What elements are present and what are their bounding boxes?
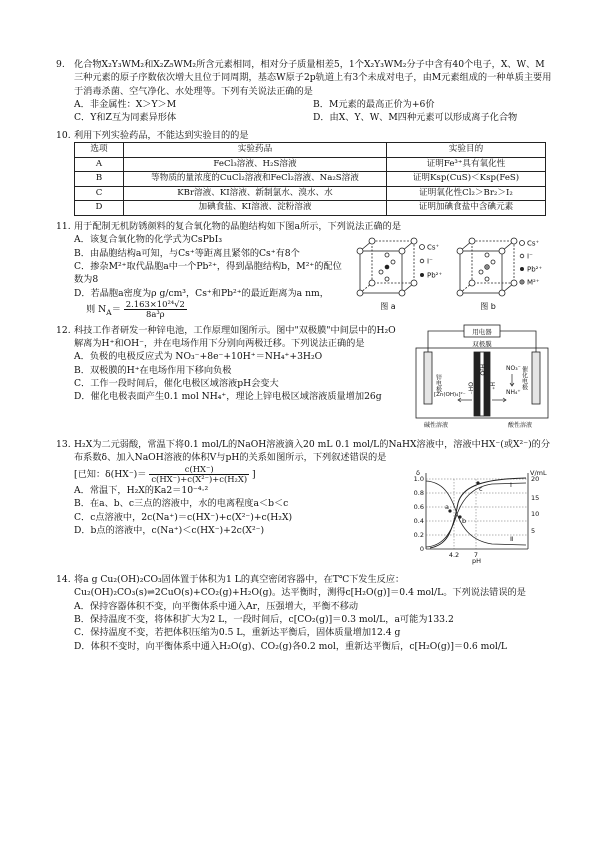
point-a-label: a (445, 502, 449, 511)
nh4-label: NH₄⁺ (506, 388, 521, 396)
legend-a-i: I⁻ (427, 257, 433, 266)
point-c-label: c (479, 484, 483, 493)
question-10 (56, 129, 552, 216)
option-d: D．催化电极表面产生0.1 mol NH₄⁺，理论上锌电极区域溶液质量增加26g (74, 391, 382, 403)
option-a: A．该复合氧化物的化学式为CsPbI₃ (74, 234, 223, 246)
question-stem: H₂X为二元弱酸，常温下将0.1 mol/L的NaOH溶液滴入20 mL 0.1 mol/L的NaHX溶液中，溶液中HX⁻(或X²⁻)的分布系数δ、加入NaOH溶液的体积V与pH的关系如图所示，下列叙述错误的是 (74, 438, 551, 464)
table-row (75, 186, 546, 201)
known-text: [已知：δ(HX⁻)＝ (74, 468, 147, 480)
x-axis-label: pH (472, 556, 482, 565)
table-row (75, 201, 546, 216)
option-d: D．若晶胞a密度为ρ g/cm³，Cs⁺和Pb²⁺的最近距离为a nm， (74, 287, 329, 299)
option-c: C．掺杂M²⁺取代晶胞a中一个Pb²⁺，得到晶胞结构b，M²⁺的配位数为8 (74, 261, 342, 286)
option-d-formula (56, 300, 352, 319)
option-d: D．由X、Y、W、M四种元素可以形成离子化合物 (313, 112, 518, 124)
option-b: B．在a、b、c三点的溶液中，水的电离程度a＜b＜c (74, 498, 289, 510)
legend-b-cs: Cs⁺ (527, 239, 540, 248)
crystal-atoms-a (357, 238, 417, 296)
table-cell: FeCl₃溶液、H₂S溶液 (124, 157, 387, 172)
table-cell: 证明加碘食盐中含碘元素 (387, 201, 546, 216)
titration-svg (406, 465, 552, 565)
question-stem: 用于配制无机防锈颜料的复合氧化物的晶胞结构如下图a所示，下列说法正确的是 (74, 221, 402, 233)
alkaline-label: 碱性溶液 (424, 421, 449, 429)
crystal-figures (352, 233, 552, 319)
option-a: A．非金属性：X＞Y＞M (74, 99, 177, 111)
table-header: 选项 (75, 143, 124, 158)
table-header: 实验目的 (387, 143, 546, 158)
fig-b-caption: 图 b (480, 302, 496, 312)
formula-text: 则 N (86, 304, 107, 316)
device-label: 用电器 (472, 327, 492, 336)
zinc-label: 锌电极 (434, 373, 442, 392)
question-number: 14. (56, 573, 71, 585)
h-label: H⁺ (488, 381, 496, 390)
option-a: A．保持容器体积不变，向平衡体系中通入Ar，压强增大，平衡不移动 (74, 600, 359, 612)
table-header: 实验药品 (124, 143, 387, 158)
zincate-label: [Zn(OH)₄]²⁻ (434, 391, 466, 398)
option-b: B．双极膜的H⁺在电场作用下移向负极 (74, 364, 232, 376)
catalyst-electrode (532, 352, 540, 404)
y2-tick: 10 (531, 509, 540, 518)
battery-figure (412, 324, 552, 434)
table-cell: A (75, 157, 124, 172)
y-axis-label: δ (416, 468, 420, 477)
catalyst-label: 催化电极 (520, 365, 528, 390)
option-d: D．b点的溶液中，c(Na⁺)＜c(HX⁻)+2c(X²⁻) (74, 525, 265, 537)
option-c: C．Y和Z互为同素异形体 (74, 112, 177, 124)
curve-2-label: Ⅱ (510, 534, 514, 543)
curve-1-label: Ⅰ (510, 480, 512, 489)
acidic-label: 酸性溶液 (508, 421, 533, 429)
table-cell: B (75, 172, 124, 187)
y-tick: 0.8 (413, 488, 424, 497)
legend-b-i: I⁻ (527, 252, 533, 261)
legend-a-pb: Pb²⁺ (427, 271, 443, 280)
question-14 (56, 573, 552, 653)
x-tick: 4.2 (448, 550, 460, 559)
fraction (124, 300, 187, 319)
option-b: B．M元素的最高正价为+6价 (313, 99, 435, 111)
table-cell: 证明Ksp(CuS)＜Ksp(FeS) (387, 172, 546, 187)
y-tick: 0.4 (413, 516, 424, 525)
question-number: 12. (56, 324, 71, 336)
option-b: B．保持温度不变，将体积扩大为2 L，一段时间后，c[CO₂(g)]＝0.3 mol/L，a可能为133.2 (74, 613, 454, 625)
y-tick: 1.0 (413, 474, 424, 483)
question-number: 9. (56, 59, 65, 70)
crystal-atoms-b (457, 238, 517, 296)
y-tick: 0.2 (413, 530, 424, 539)
legend-a (420, 244, 443, 280)
question-12 (56, 324, 552, 434)
question-stem: 化合物X₂Y₃WM₂和X₂Z₅WM₂所含元素相同，相对分子质量相差5，1个X₂Y₃WM₂分子中含有40个电子，X、W、M三种元素的原子序数依次增大且位于同周期，基态W原子2p轨道上有3个未成对电子，由M元素组成的一种单质主要用于消毒杀菌、空气净化、水处理等。下列有关说法正确的是 (74, 59, 552, 97)
y-tick: 0 (419, 544, 424, 553)
fig-a-caption: 图 a (380, 302, 396, 312)
question-stem: 利用下列实验药品，不能达到实验目的的是 (74, 129, 249, 141)
table-cell: 证明Fe³⁺具有氧化性 (387, 157, 546, 172)
membrane-label: 双极膜 (472, 339, 492, 348)
wire-right (500, 331, 536, 352)
question-number: 10. (56, 129, 71, 141)
fraction-denominator: 8a³ρ (146, 309, 165, 320)
fraction (149, 465, 249, 484)
question-13 (56, 438, 552, 569)
table-cell: C (75, 186, 124, 201)
y2-tick: 15 (531, 493, 540, 502)
table-cell: 证明氧化性Cl₂＞Br₂＞I₂ (387, 186, 546, 201)
question-stem-2: Cu₂(OH)₂CO₃(s)⇌2CuO(s)+CO₂(g)+H₂O(g)。达平衡时，测得c[H₂O(g)]＝0.4 mol/L。下列说法错误的是 (74, 587, 526, 599)
option-d: D．体积不变时，向平衡体系中通入H₂O(g)、CO₂(g)各0.2 mol，重新达平衡后，c[H₂O(g)]＝0.6 mol/L (74, 640, 508, 652)
wire-left (428, 331, 464, 352)
table-cell: D (75, 201, 124, 216)
option-c: C．c点溶液中，2c(Na⁺)＝c(HX⁻)+c(X²⁻)+c(H₂X) (74, 511, 293, 523)
fraction-numerator: c(HX⁻) (149, 465, 249, 475)
point-b-label: b (462, 516, 467, 525)
option-a: A．负极的电极反应式为 NO₃⁻+8e⁻+10H⁺＝NH₄⁺+3H₂O (74, 351, 323, 363)
y2-tick: 5 (531, 526, 536, 535)
formula-text: ＝ (111, 304, 121, 316)
experiment-table (74, 142, 546, 216)
legend-b-pb: Pb²⁺ (527, 265, 543, 274)
table-row (75, 157, 546, 172)
question-11 (56, 220, 552, 320)
h2o-label: H₂O (478, 363, 486, 376)
option-b: B．由晶胞结构a可知，与Cs⁺等距离且紧邻的Cs⁺有8个 (74, 247, 300, 259)
y2-axis-label: V/mL (530, 468, 547, 477)
table-header-row (75, 143, 546, 158)
zinc-electrode (424, 352, 432, 404)
table-row (75, 172, 546, 187)
crystal-cells-svg (352, 233, 552, 313)
membrane-left (474, 352, 480, 416)
oh-label: OH⁻ (466, 381, 474, 394)
legend-b (520, 240, 543, 287)
table-cell: KBr溶液、KI溶液、新制氯水、溴水、水 (124, 186, 387, 201)
question-9 (56, 58, 552, 125)
y-tick: 0.6 (413, 502, 424, 511)
fraction-denominator: c(HX⁻)+c(X²⁻)+c(H₂X) (151, 473, 248, 484)
legend-a-cs: Cs⁺ (427, 243, 440, 252)
no3-label: NO₃⁻ (506, 364, 521, 372)
question-number: 13. (56, 438, 71, 450)
question-stem: 科技工作者研发一种锌电池，工作原理如图所示。图中"双极膜"中间层中的H₂O解离为H⁺和OH⁻，并在电场作用下分别向两极迁移。下列说法正确的是 (74, 324, 396, 349)
option-c: C．工作一段时间后，催化电极区域溶液pH会变大 (74, 377, 279, 389)
table-cell: 等物质的量浓度的CuCl₂溶液和FeCl₂溶液、Na₂S溶液 (124, 172, 387, 187)
table-cell: 加碘食盐、KI溶液、淀粉溶液 (124, 201, 387, 216)
titration-chart (406, 465, 552, 569)
fraction-numerator: 2.163×10²⁴√2 (125, 299, 185, 310)
known-text: ] (252, 468, 256, 480)
option-a: A．常温下，H₂X的Ka2＝10⁻⁴·² (74, 485, 209, 497)
battery-svg (412, 324, 552, 430)
legend-b-m: M²⁺ (527, 278, 540, 287)
x-tick: 7 (473, 550, 479, 559)
y2-tick: 20 (531, 474, 540, 483)
option-c: C．保持温度不变，若把体积压缩为0.5 L，重新达平衡后，固体质量增加12.4 g (74, 627, 401, 639)
known-condition (56, 465, 406, 484)
question-number: 11. (56, 221, 71, 233)
question-stem: 将a g Cu₂(OH)₂CO₃固体置于体积为1 L的真空密闭容器中，在T℃下发生反应： (74, 573, 405, 585)
formula-subscript: A (106, 308, 112, 318)
